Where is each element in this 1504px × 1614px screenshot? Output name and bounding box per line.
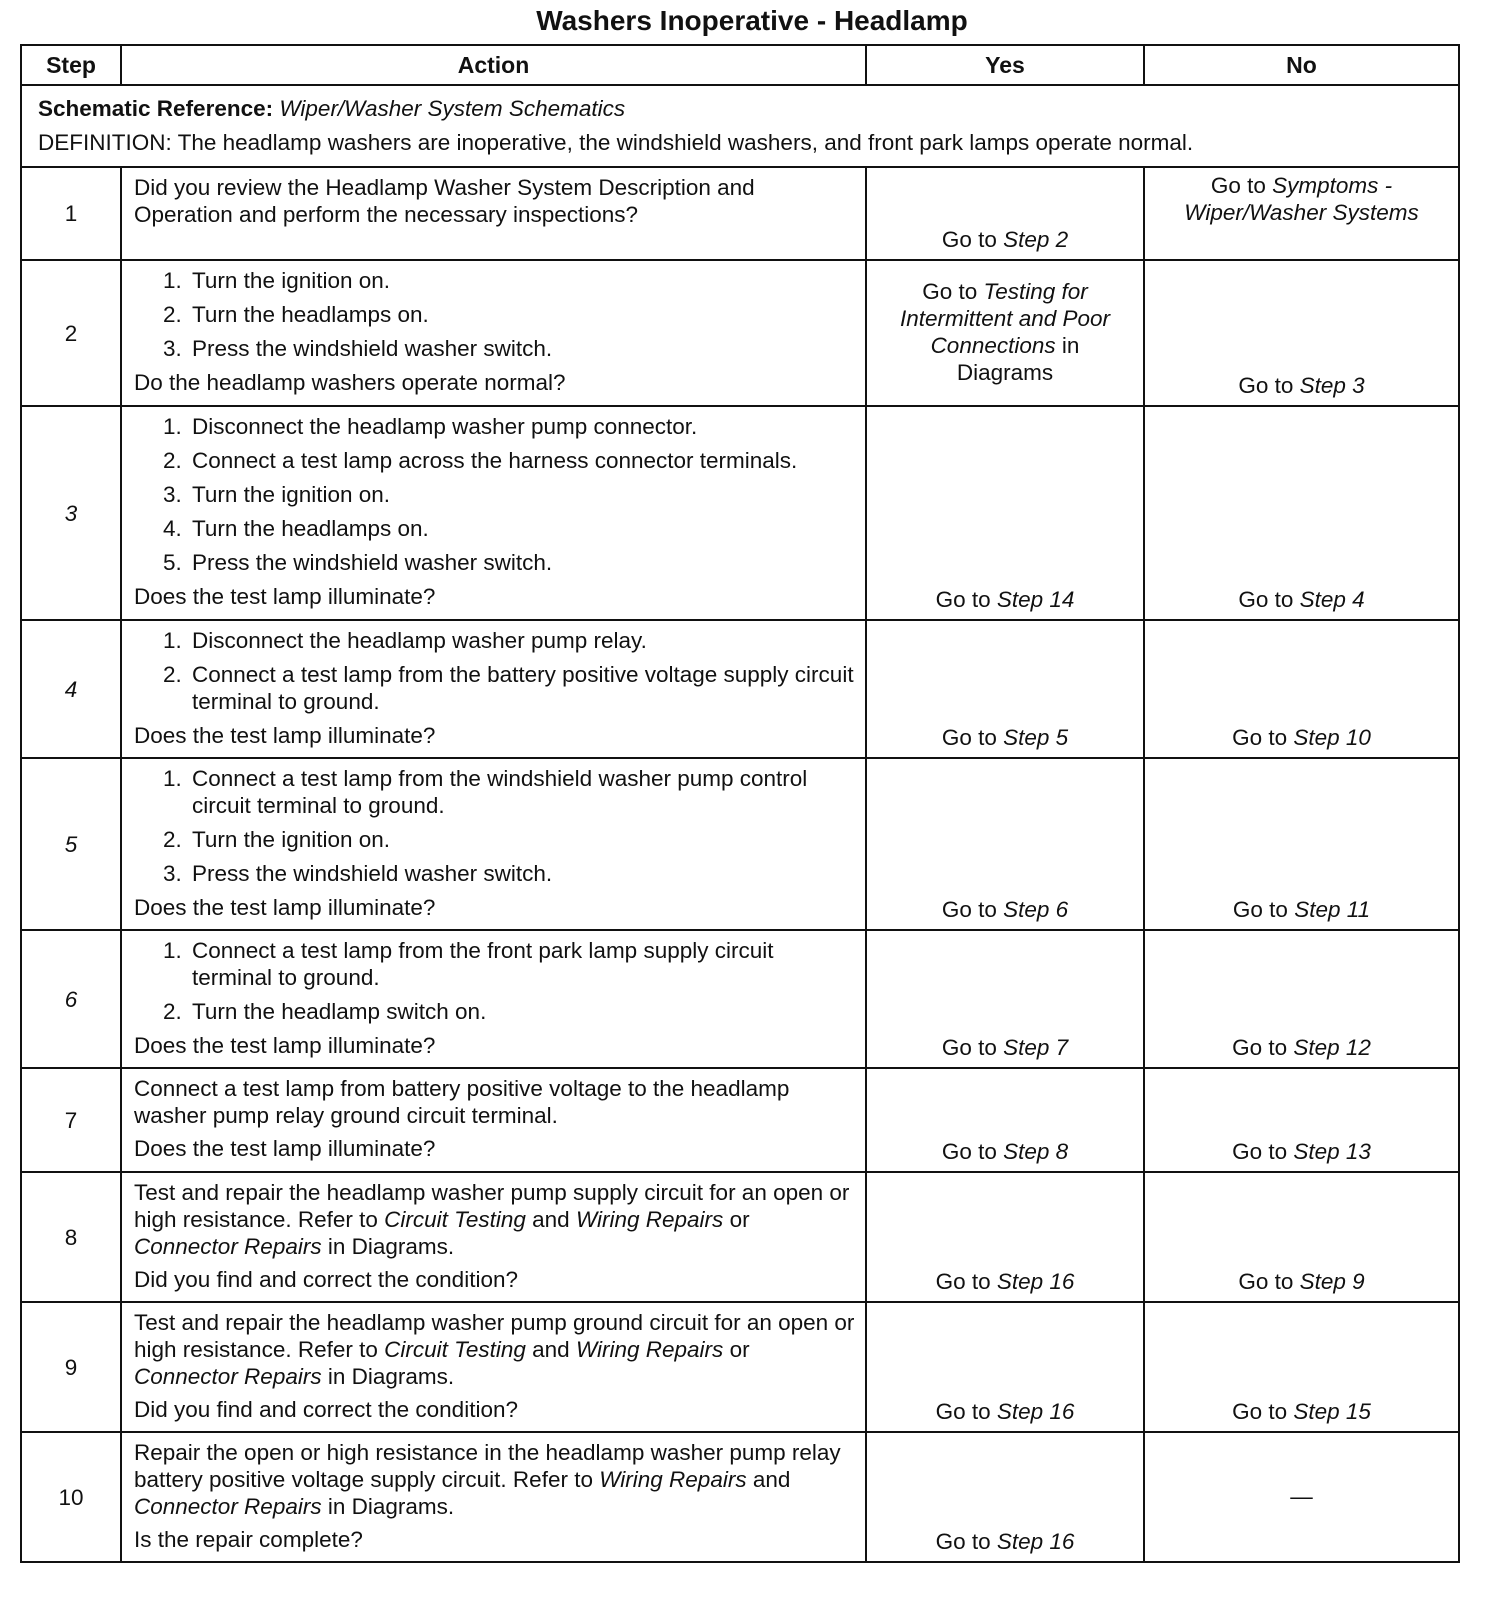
yes-target: Step 14: [996, 587, 1075, 612]
header-step: Step: [21, 45, 121, 85]
action-list: [134, 627, 855, 715]
yes-cell: [866, 406, 1144, 620]
action-cell: [121, 1432, 866, 1562]
go-to-text: Go to: [935, 1529, 991, 1554]
yes-cell: [866, 930, 1144, 1068]
header-no: No: [1144, 45, 1459, 85]
yes-target: Step 16: [996, 1529, 1075, 1554]
action-cell: [121, 1172, 866, 1302]
go-to-text: Go to: [1238, 373, 1294, 398]
list-item: 3. Press the windshield washer switch.: [188, 335, 855, 362]
yes-target: Step 6: [1003, 897, 1069, 922]
action-text: Connect a test lamp from battery positive voltage to the headlamp washer pump relay ground circuit terminal.: [134, 1076, 790, 1128]
no-target: Step 4: [1299, 587, 1365, 612]
list-item: 1. Turn the ignition on.: [188, 267, 855, 294]
table-row: [21, 1302, 1459, 1432]
go-to-text: Go to: [941, 1035, 997, 1060]
action-text-part: in Diagrams.: [327, 1234, 455, 1259]
action-question: Do the headlamp washers operate normal?: [134, 370, 566, 395]
step-number: 10: [21, 1432, 121, 1562]
header-yes: Yes: [866, 45, 1144, 85]
list-item: 1. Connect a test lamp from the windshield washer pump control circuit terminal to ground.: [188, 765, 855, 819]
go-to-text: Go to: [935, 1399, 991, 1424]
diagnostic-table: [20, 44, 1460, 1563]
schematic-reference: [21, 85, 1459, 167]
list-item: 4. Turn the headlamps on.: [188, 515, 855, 542]
yes-target: Step 5: [1003, 725, 1069, 750]
table-row: [21, 758, 1459, 930]
reference-link: Connector Repairs: [134, 1494, 322, 1519]
go-to-text: Go to: [941, 897, 997, 922]
go-to-text: Go to: [1232, 1035, 1288, 1060]
header-row: [21, 45, 1459, 85]
action-text-part: in Diagrams.: [327, 1494, 455, 1519]
go-to-text: Go to: [1210, 173, 1266, 198]
no-target: Step 9: [1299, 1269, 1365, 1294]
yes-target: Step 8: [1003, 1139, 1069, 1164]
yes-target: Step 2: [1003, 227, 1069, 252]
action-question: Did you find and correct the condition?: [134, 1397, 518, 1422]
no-cell: [1144, 620, 1459, 758]
list-item: 2. Connect a test lamp from the battery positive voltage supply circuit terminal to ground.: [188, 661, 855, 715]
action-cell: [121, 758, 866, 930]
list-item: 2. Turn the headlamps on.: [188, 301, 855, 328]
go-to-text: Go to: [1232, 1399, 1288, 1424]
table-row: [21, 1432, 1459, 1562]
no-cell: [1144, 1432, 1459, 1562]
yes-cell: [866, 1302, 1144, 1432]
no-cell: [1144, 758, 1459, 930]
yes-cell: [866, 758, 1144, 930]
reference-link: Connector Repairs: [134, 1234, 322, 1259]
step-number: 4: [21, 620, 121, 758]
list-item: 1. Disconnect the headlamp washer pump relay.: [188, 627, 855, 654]
go-to-text: Go to: [935, 587, 991, 612]
action-text: [134, 1439, 855, 1520]
no-cell: [1144, 1172, 1459, 1302]
page-title: Washers Inoperative - Headlamp: [536, 5, 968, 36]
no-target: Symptoms - Wiper/Washer Systems: [1184, 173, 1419, 225]
yes-cell: [866, 620, 1144, 758]
yes-cell: [866, 1432, 1144, 1562]
no-target: Step 12: [1293, 1035, 1371, 1060]
step-number: 9: [21, 1302, 121, 1432]
action-list: [134, 937, 855, 1025]
reference-link: Wiring Repairs: [575, 1207, 724, 1232]
reference-link: Circuit Testing: [384, 1337, 526, 1362]
action-list: [134, 765, 855, 887]
step-number: 7: [21, 1068, 121, 1172]
go-to-text: Go to: [941, 1139, 997, 1164]
go-to-text: Go to: [1232, 1139, 1288, 1164]
action-question: Is the repair complete?: [134, 1527, 363, 1552]
conjunction: or: [729, 1337, 750, 1362]
no-cell: [1144, 930, 1459, 1068]
conjunction: or: [729, 1207, 750, 1232]
conjunction: and: [532, 1207, 570, 1232]
table-row: [21, 620, 1459, 758]
action-question: Does the test lamp illuminate?: [134, 1033, 436, 1058]
conjunction: and: [752, 1467, 791, 1492]
list-item: 1. Disconnect the headlamp washer pump connector.: [188, 413, 855, 440]
yes-cell: [866, 1068, 1144, 1172]
go-to-text: Go to: [935, 1269, 991, 1294]
reference-link: Connector Repairs: [134, 1364, 322, 1389]
no-target: Step 13: [1293, 1139, 1371, 1164]
go-to-text: Go to: [1238, 1269, 1294, 1294]
no-cell: [1144, 260, 1459, 406]
no-target: Step 3: [1299, 373, 1365, 398]
action-cell: [121, 930, 866, 1068]
list-item: 3. Press the windshield washer switch.: [188, 860, 855, 887]
list-item: 2. Turn the ignition on.: [188, 826, 855, 853]
go-to-text: Go to: [1232, 897, 1288, 922]
no-cell: [1144, 1068, 1459, 1172]
yes-target: Testing for Intermittent and Poor Connections: [899, 279, 1111, 358]
action-text-part: Test and repair the headlamp washer pump supply circuit for an open or high resistance. Refer to: [134, 1180, 850, 1232]
yes-target: Step 16: [996, 1399, 1075, 1424]
conjunction: and: [532, 1337, 570, 1362]
step-number: 8: [21, 1172, 121, 1302]
action-question: Does the test lamp illuminate?: [134, 723, 436, 748]
reference-link: Wiring Repairs: [599, 1467, 747, 1492]
reference-link: Wiring Repairs: [575, 1337, 724, 1362]
table-row: [21, 406, 1459, 620]
action-question: Does the test lamp illuminate?: [134, 584, 436, 609]
yes-cell: [866, 1172, 1144, 1302]
go-to-text: Go to: [941, 725, 997, 750]
go-to-text: Go to: [941, 227, 997, 252]
table-row: [21, 1068, 1459, 1172]
list-item: 3. Turn the ignition on.: [188, 481, 855, 508]
no-dash: —: [1290, 1483, 1313, 1509]
yes-cell: [866, 260, 1144, 406]
action-question: Does the test lamp illuminate?: [134, 1136, 436, 1161]
list-item: 2. Turn the headlamp switch on.: [188, 998, 855, 1025]
yes-target: Step 16: [996, 1269, 1075, 1294]
yes-target: Step 7: [1003, 1035, 1069, 1060]
reference-link: Circuit Testing: [384, 1207, 526, 1232]
go-to-text: Go to: [1238, 587, 1294, 612]
no-cell: [1144, 406, 1459, 620]
action-question: Did you find and correct the condition?: [134, 1267, 518, 1292]
no-target: Step 15: [1293, 1399, 1371, 1424]
yes-cell: [866, 167, 1144, 260]
go-to-text: Go to: [1232, 725, 1288, 750]
in-text: in: [1061, 333, 1080, 358]
action-text: Did you review the Headlamp Washer System Description and Operation and perform the necessary inspections?: [134, 175, 755, 227]
action-text-part: in Diagrams.: [327, 1364, 455, 1389]
action-cell: [121, 260, 866, 406]
no-target: Step 10: [1293, 725, 1371, 750]
reference-value: Wiper/Washer System Schematics: [279, 96, 626, 121]
action-cell: [121, 1068, 866, 1172]
no-cell: [1144, 167, 1459, 260]
step-number: 3: [21, 406, 121, 620]
definition-text: DEFINITION: The headlamp washers are inoperative, the windshield washers, and front park lamps operate normal.: [38, 130, 1194, 155]
reference-label: Schematic Reference:: [38, 96, 274, 121]
table-row: [21, 930, 1459, 1068]
table-row: [21, 167, 1459, 260]
table-row: [21, 1172, 1459, 1302]
step-number: 2: [21, 260, 121, 406]
action-cell: [121, 167, 866, 260]
action-list: [134, 413, 855, 576]
action-cell: [121, 1302, 866, 1432]
step-number: 5: [21, 758, 121, 930]
action-text-part: Test and repair the headlamp washer pump ground circuit for an open or high resistance. Refer to: [134, 1310, 855, 1362]
go-to-text: Go to: [922, 279, 978, 304]
action-list: [134, 267, 855, 362]
no-cell: [1144, 1302, 1459, 1432]
yes-suffix: Diagrams: [956, 360, 1054, 385]
action-cell: [121, 406, 866, 620]
header-action: Action: [121, 45, 866, 85]
action-text: [134, 1309, 855, 1390]
reference-row: [21, 85, 1459, 167]
action-text: [134, 1179, 855, 1260]
step-number: 1: [21, 167, 121, 260]
table-row: [21, 260, 1459, 406]
no-target: Step 11: [1294, 897, 1371, 922]
list-item: 1. Connect a test lamp from the front park lamp supply circuit terminal to ground.: [188, 937, 855, 991]
list-item: 5. Press the windshield washer switch.: [188, 549, 855, 576]
action-text-part: Repair the open or high resistance in the headlamp washer pump relay battery positive voltage supply circuit. Refer to: [134, 1440, 841, 1492]
action-cell: [121, 620, 866, 758]
list-item: 2. Connect a test lamp across the harness connector terminals.: [188, 447, 855, 474]
step-number: 6: [21, 930, 121, 1068]
action-question: Does the test lamp illuminate?: [134, 895, 436, 920]
